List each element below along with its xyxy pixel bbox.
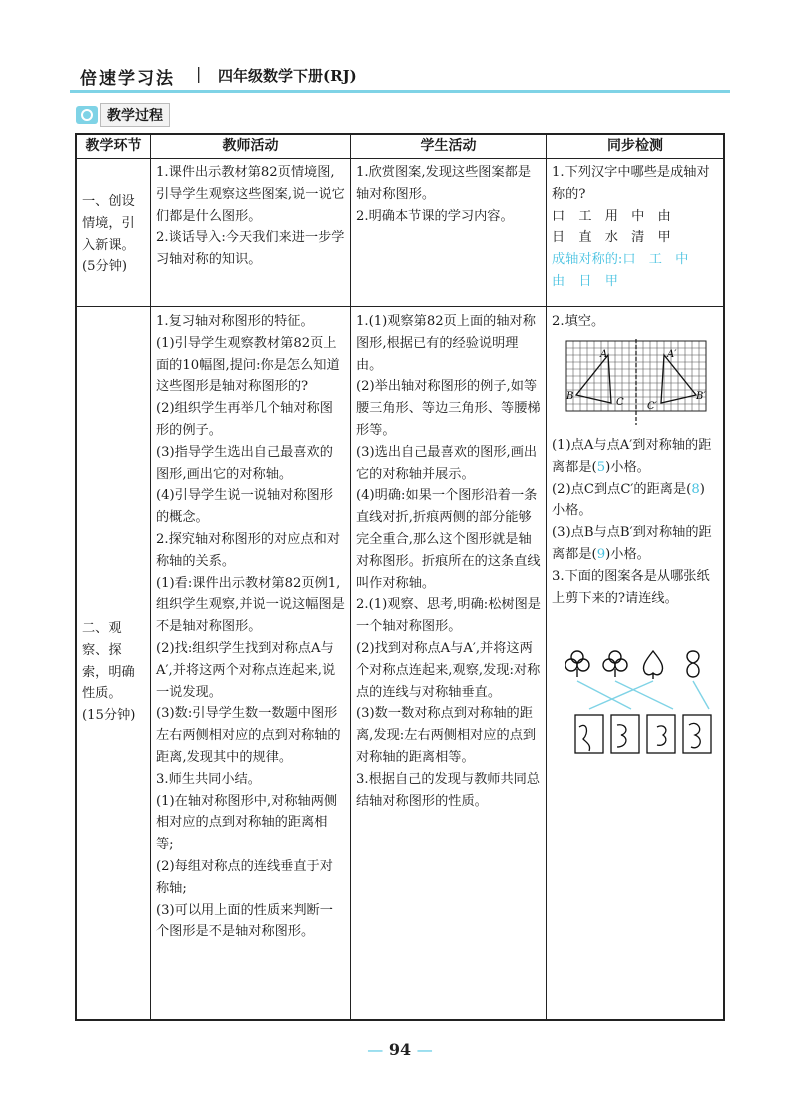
teacher-item: 3.师生共同小结。 (156, 771, 261, 787)
figure-eight-shape (687, 651, 699, 677)
label-C: C (616, 397, 624, 408)
row1-check (547, 162, 723, 293)
paper-1-cut (579, 725, 590, 751)
student-item: (4)明确:如果一个图形沿着一条直线对折,折痕两侧的部分能够完全重合,那么这个图形就是轴对称图形。折痕所在的这条直线叫作对称轴。 (356, 488, 541, 591)
teacher-item: (3)数:引导学生数一数题中图形左右两侧相对应的点到对称轴的距离,发现其中的规律。 (156, 706, 341, 765)
label-A: A (600, 349, 608, 360)
header-separator: | (196, 64, 202, 83)
fill-3: (3)点B与点B′到对称轴的距离都是(9)小格。 (552, 525, 712, 562)
teacher-item: (2)组织学生再举几个轴对称图形的例子。 (156, 401, 333, 438)
teacher-item: 1.课件出示教材第82页情境图,引导学生观察这些图案,说一说它们都是什么图形。 (156, 165, 345, 224)
header-check: 同步检测 (607, 138, 663, 154)
page-header (70, 58, 730, 92)
label-A2: A′ (667, 349, 677, 360)
header-teacher: 教师活动 (222, 138, 279, 154)
book-title: 四年级数学下册(RJ) (218, 67, 357, 85)
club-shape (603, 651, 627, 677)
section-heading (76, 104, 170, 126)
label-B2: B′ (696, 391, 706, 402)
student-item: 3.根据自己的发现与教师共同总结轴对称图形的性质。 (356, 771, 541, 809)
fill-1-answer: 5 (596, 459, 606, 475)
check-chars: 口 工 用 中 由 (552, 208, 671, 224)
teacher-item: (2)每组对称点的连线垂直于对称轴; (156, 858, 333, 896)
answer-lines (577, 681, 709, 709)
row2-check-fills (547, 435, 723, 609)
cutout-matching-figure (565, 647, 715, 767)
check-chars: 日 直 水 清 甲 (552, 230, 671, 246)
row1-stage (77, 191, 150, 278)
teacher-item: (1)看:课件出示教材第82页例1,组织学生观察,并说一说这幅图是不是轴对称图形。 (156, 575, 345, 635)
teacher-item: (3)可以用上面的性质来判断一个图形是不是轴对称图形。 (156, 902, 333, 940)
check-answer: 成轴对称的:口 工 中 (552, 252, 689, 268)
fill-1: (1)点A与点A′到对称轴的距离都是(5)小格。 (552, 438, 712, 475)
row1-teacher (151, 162, 350, 271)
student-item: 1.(1)观察第82页上面的轴对称图形,根据已有的经验说明理由。 (356, 314, 536, 373)
row2-check (547, 311, 723, 333)
page-number: — 94 — (367, 1040, 433, 1059)
student-item: 2.(1)观察、思考,明确:松树图是一个轴对称图形。 (356, 597, 541, 635)
stage-time: (5分钟) (82, 259, 128, 275)
row2-student (351, 311, 546, 812)
paper-4-cut (689, 723, 700, 747)
paper-3-cut (657, 726, 666, 745)
label-B: B (566, 391, 574, 402)
teacher-item: 1.复习轴对称图形的特征。 (156, 314, 314, 329)
teacher-item: 2.谈话导入:今天我们来进一步学习轴对称的知识。 (156, 230, 345, 268)
brand-title: 倍速学习法 (80, 69, 175, 89)
student-item: (2)举出轴对称图形的例子,如等腰三角形、等边三角形、等腰梯形等。 (356, 379, 541, 438)
check-question: 1.下列汉字中哪些是成轴对称的? (552, 165, 710, 202)
header-divider (77, 158, 723, 159)
student-item: 2.明确本节课的学习内容。 (356, 208, 514, 224)
paper-2 (611, 715, 639, 753)
student-item: (2)找到对称点A与A′,并将这两个对称点连起来,观察,发现:对称点的连线与对称轴垂直。 (356, 640, 541, 700)
location-pin-icon (76, 106, 98, 124)
teacher-item: (3)指导学生选出自己最喜欢的图形,画出它的对称轴。 (156, 444, 333, 482)
fill-3-answer: 9 (596, 546, 606, 562)
teacher-item: (2)找:组织学生找到对称点A与A′,并将这两个对称点连起来,说一说发现。 (156, 640, 336, 700)
label-C2: C′ (647, 401, 657, 412)
student-item: (3)数一数对称点到对称轴的距离,发现:左右两侧相对应的点到对称轴的距离相等。 (356, 706, 537, 765)
stage-time: (15分钟) (82, 708, 136, 724)
fill-2-answer: 8 (691, 481, 700, 497)
stage-text: 一、创设情境，引入新课。 (82, 194, 135, 253)
check-answer: 由 日 甲 (552, 273, 618, 289)
teacher-item: (4)引导学生说一说轴对称图形的概念。 (156, 488, 333, 526)
check-q3: 3.下面的图案各是从哪张纸上剪下来的?请连线。 (552, 568, 710, 606)
fill-2: (2)点C到点C′的距离是(8)小格。 (552, 481, 705, 519)
paper-3 (647, 715, 675, 753)
teacher-item: 2.探究轴对称图形的对应点和对称轴的关系。 (156, 531, 341, 569)
trefoil-shape (565, 651, 589, 677)
check-q2: 2.填空。 (552, 314, 605, 329)
student-item: (3)选出自己最喜欢的图形,画出它的对称轴并展示。 (356, 444, 538, 482)
spade-shape (643, 651, 662, 679)
row2-teacher (151, 311, 350, 943)
header-student: 学生活动 (420, 138, 477, 154)
lesson-table (75, 133, 725, 1021)
row2-stage (77, 618, 150, 727)
row-divider (77, 306, 723, 307)
header-rule (70, 90, 730, 93)
student-item: 1.欣赏图案,发现这些图案都是轴对称图形。 (356, 165, 532, 202)
header-stage: 教学环节 (85, 138, 142, 154)
section-title: 教学过程 (100, 103, 170, 127)
teacher-item: (1)在轴对称图形中,对称轴两侧相对应的点到对称轴的距离相等; (156, 793, 338, 853)
symmetry-grid-figure (564, 339, 710, 429)
stage-text: 二、观察、探索，明确性质。 (82, 621, 135, 702)
paper-2-cut (617, 725, 626, 747)
row1-student (351, 162, 546, 227)
teacher-item: (1)引导学生观察教材第82页上面的10幅图,提问:你是怎么知道这些图形是轴对称图形的? (156, 335, 340, 395)
